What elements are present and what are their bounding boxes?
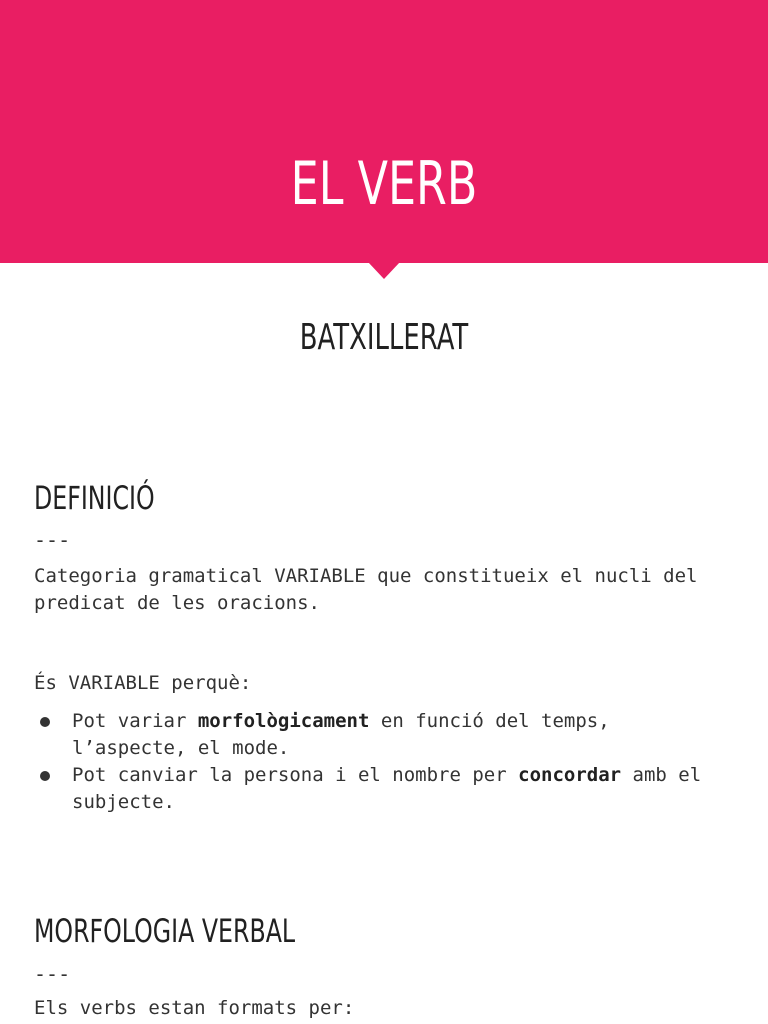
list-item-text: Pot canviar la persona i el nombre per: [72, 764, 519, 786]
section-heading-morfologia: MORFOLOGIA VERBAL: [34, 912, 296, 950]
page-title: EL VERB: [290, 149, 478, 219]
list-item: [34, 708, 734, 762]
section-heading-definicio: DEFINICIÓ: [34, 479, 155, 517]
list-item-bold: concordar: [518, 764, 622, 786]
page-subtitle: BATXILLERAT: [299, 317, 469, 358]
list-item: [34, 762, 734, 816]
bullet-icon: [40, 771, 50, 781]
variable-intro: És VARIABLE perquè:: [34, 672, 252, 694]
list-item-text: amb el subjecte.: [72, 764, 702, 813]
section-divider: ---: [34, 962, 71, 986]
list-item-text: Pot variar: [72, 710, 198, 732]
variable-reasons-list: [34, 708, 734, 816]
morphology-intro: Els verbs estan formats per:: [34, 997, 355, 1019]
list-item-text: en funció del temps, l’aspecte, el mode.: [72, 710, 610, 759]
list-item-bold: morfològicament: [197, 710, 370, 732]
bullet-icon: [40, 717, 50, 727]
definition-paragraph: Categoria gramatical VARIABLE que constitueix el nucli del predicat de les oracions.: [34, 565, 709, 614]
section-divider: ---: [34, 528, 71, 552]
banner-pointer: [368, 262, 400, 279]
